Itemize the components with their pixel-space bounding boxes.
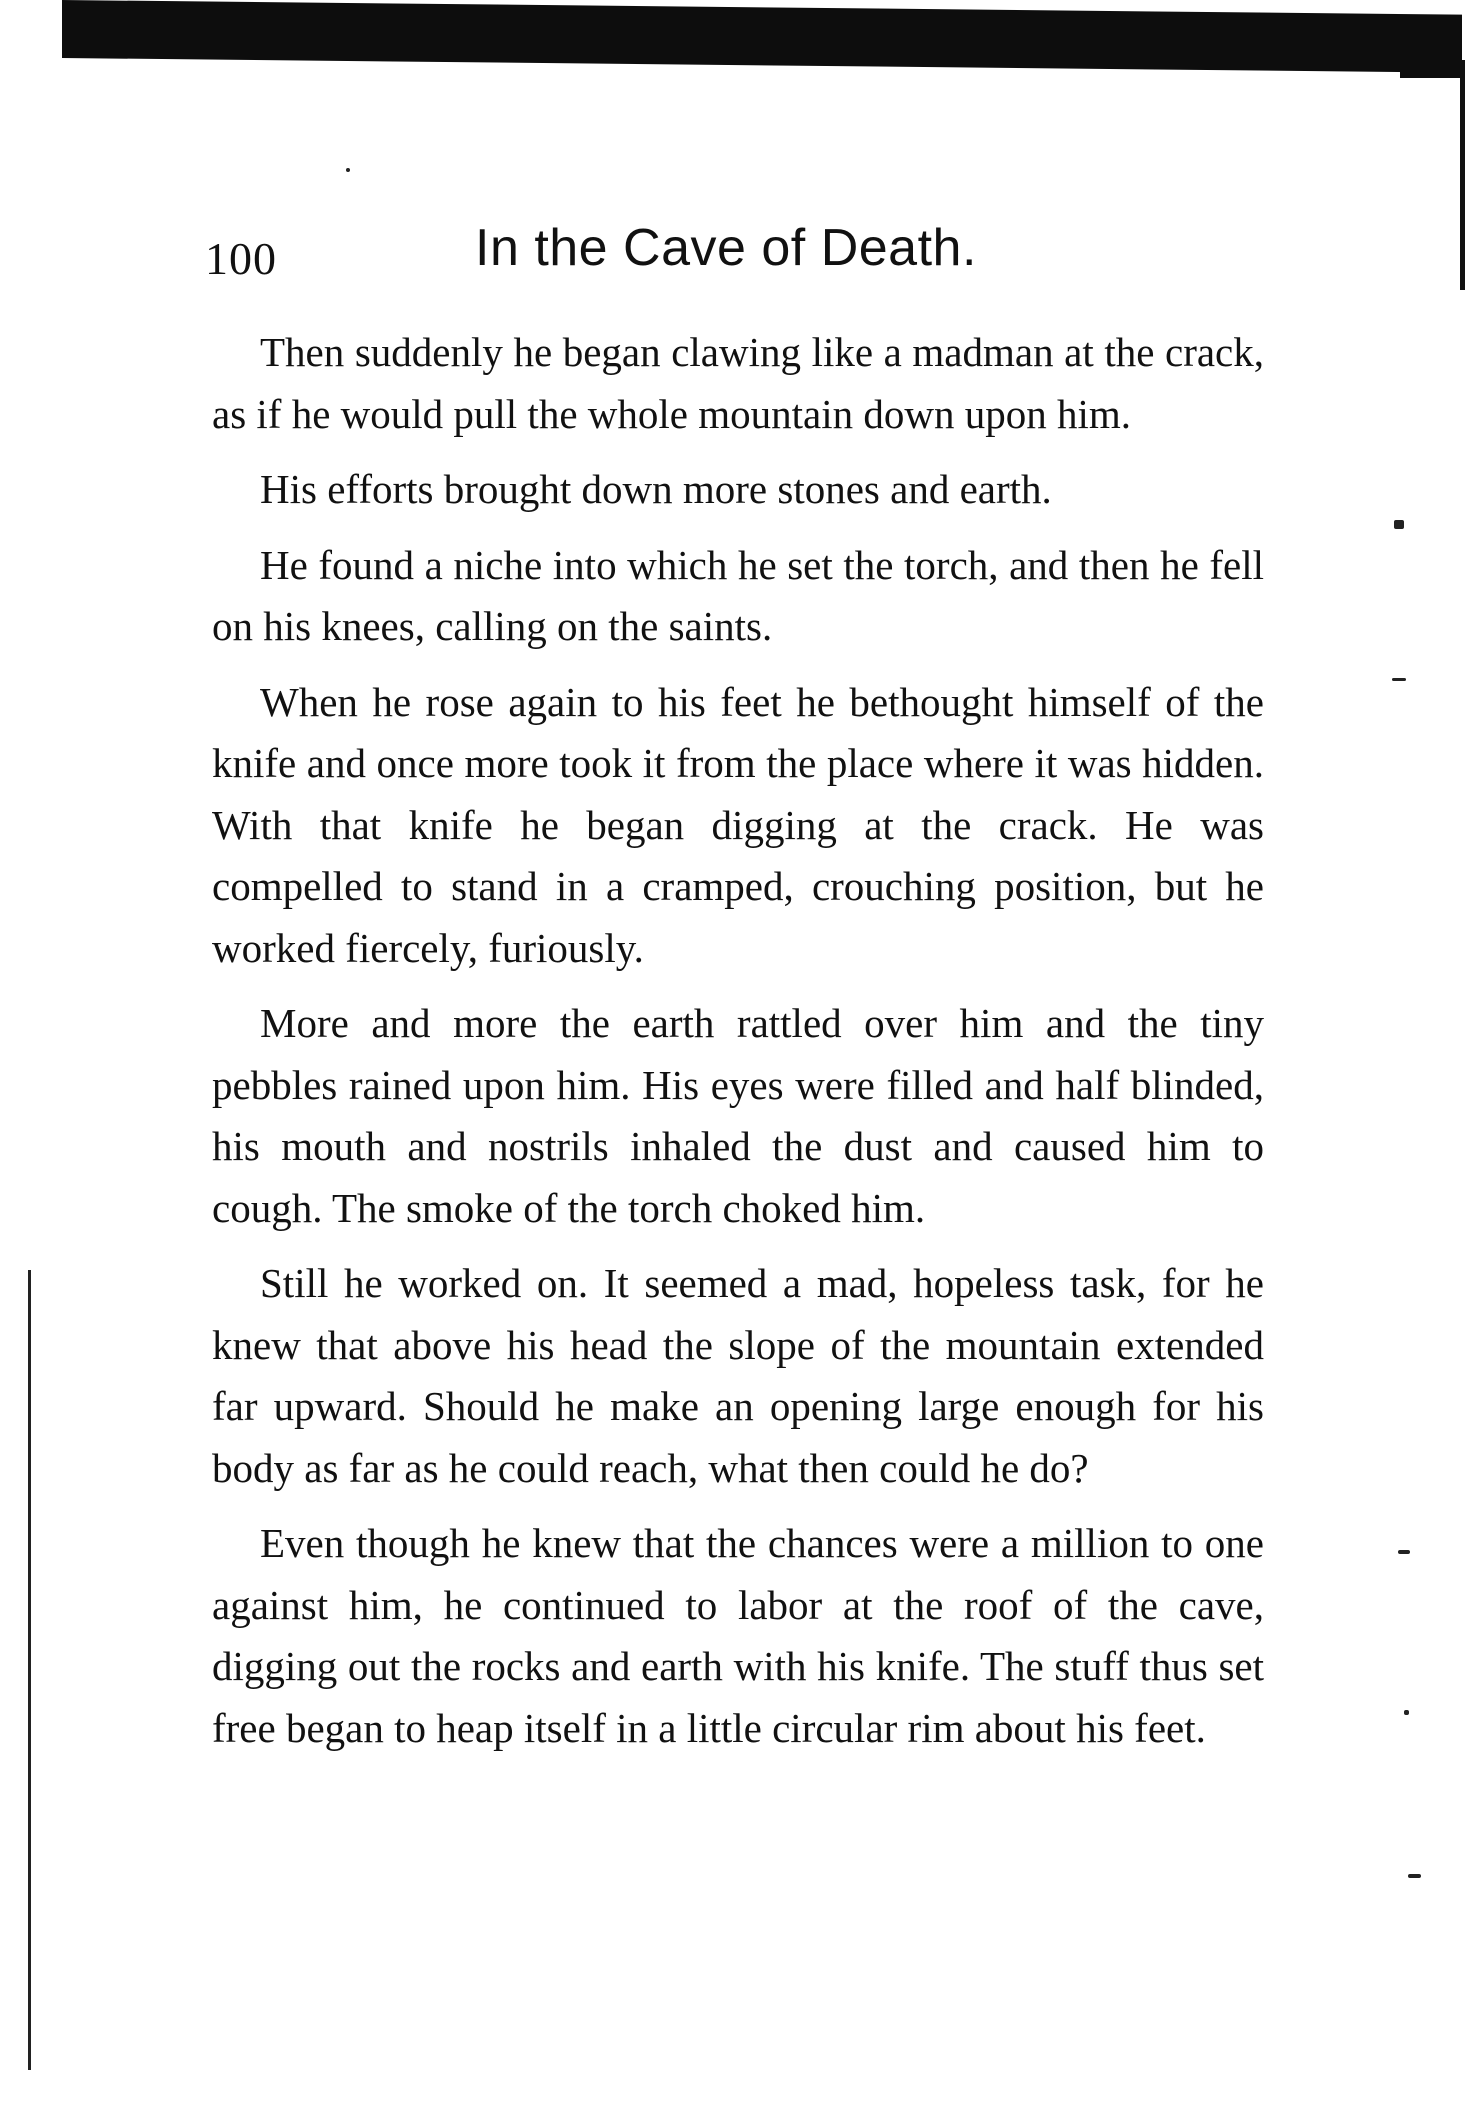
page-header xyxy=(205,218,1265,288)
page-number: 100 xyxy=(205,233,277,284)
scan-speck xyxy=(1408,1874,1421,1878)
scan-speck xyxy=(1404,1710,1409,1715)
scan-top-border-corner xyxy=(1400,52,1460,78)
paragraph: Still he worked on. It seemed a mad, hopeless task, for he knew that above his head the slope of the mountain extended far upward. Should he make an opening large enough for his body as far as he could reach, what then could he do? xyxy=(212,1260,1264,1491)
scan-speck xyxy=(1398,1550,1410,1554)
paragraph: Even though he knew that the chances were a million to one against him, he continued to labor at the roof of the cave, digging out the rocks and earth with his knife. The stuff thus set free began to heap itself in a little circular rim about his feet. xyxy=(212,1520,1264,1751)
scan-speck xyxy=(1392,678,1406,681)
paragraph: When he rose again to his feet he bethought himself of the knife and once more took it from the place where it was hidden. With that knife he began digging at the crack. He was compelled to stand in a cramped, crouching position, but he worked fiercely, furiously. xyxy=(212,678,1264,971)
scan-right-edge xyxy=(1460,60,1465,290)
paragraph: More and more the earth rattled over him and the tiny pebbles rained upon him. His eyes were filled and half blinded, his mouth and nostrils inhaled the dust and caused him to cough. The smoke of the torch choked him. xyxy=(212,1000,1264,1231)
paragraph: His efforts brought down more stones and earth. xyxy=(260,466,1052,512)
scan-top-border xyxy=(62,0,1462,73)
running-title: In the Cave of Death. xyxy=(475,219,977,277)
paragraph: Then suddenly he began clawing like a madman at the crack, as if he would pull the whole mountain down upon him. xyxy=(212,329,1264,437)
scan-speck xyxy=(1394,520,1404,529)
page-body xyxy=(212,322,1264,1773)
scan-left-edge xyxy=(28,1270,31,2070)
paragraph: He found a niche into which he set the torch, and then he fell on his knees, calling on the saints. xyxy=(212,541,1264,649)
scan-speck xyxy=(346,168,350,172)
